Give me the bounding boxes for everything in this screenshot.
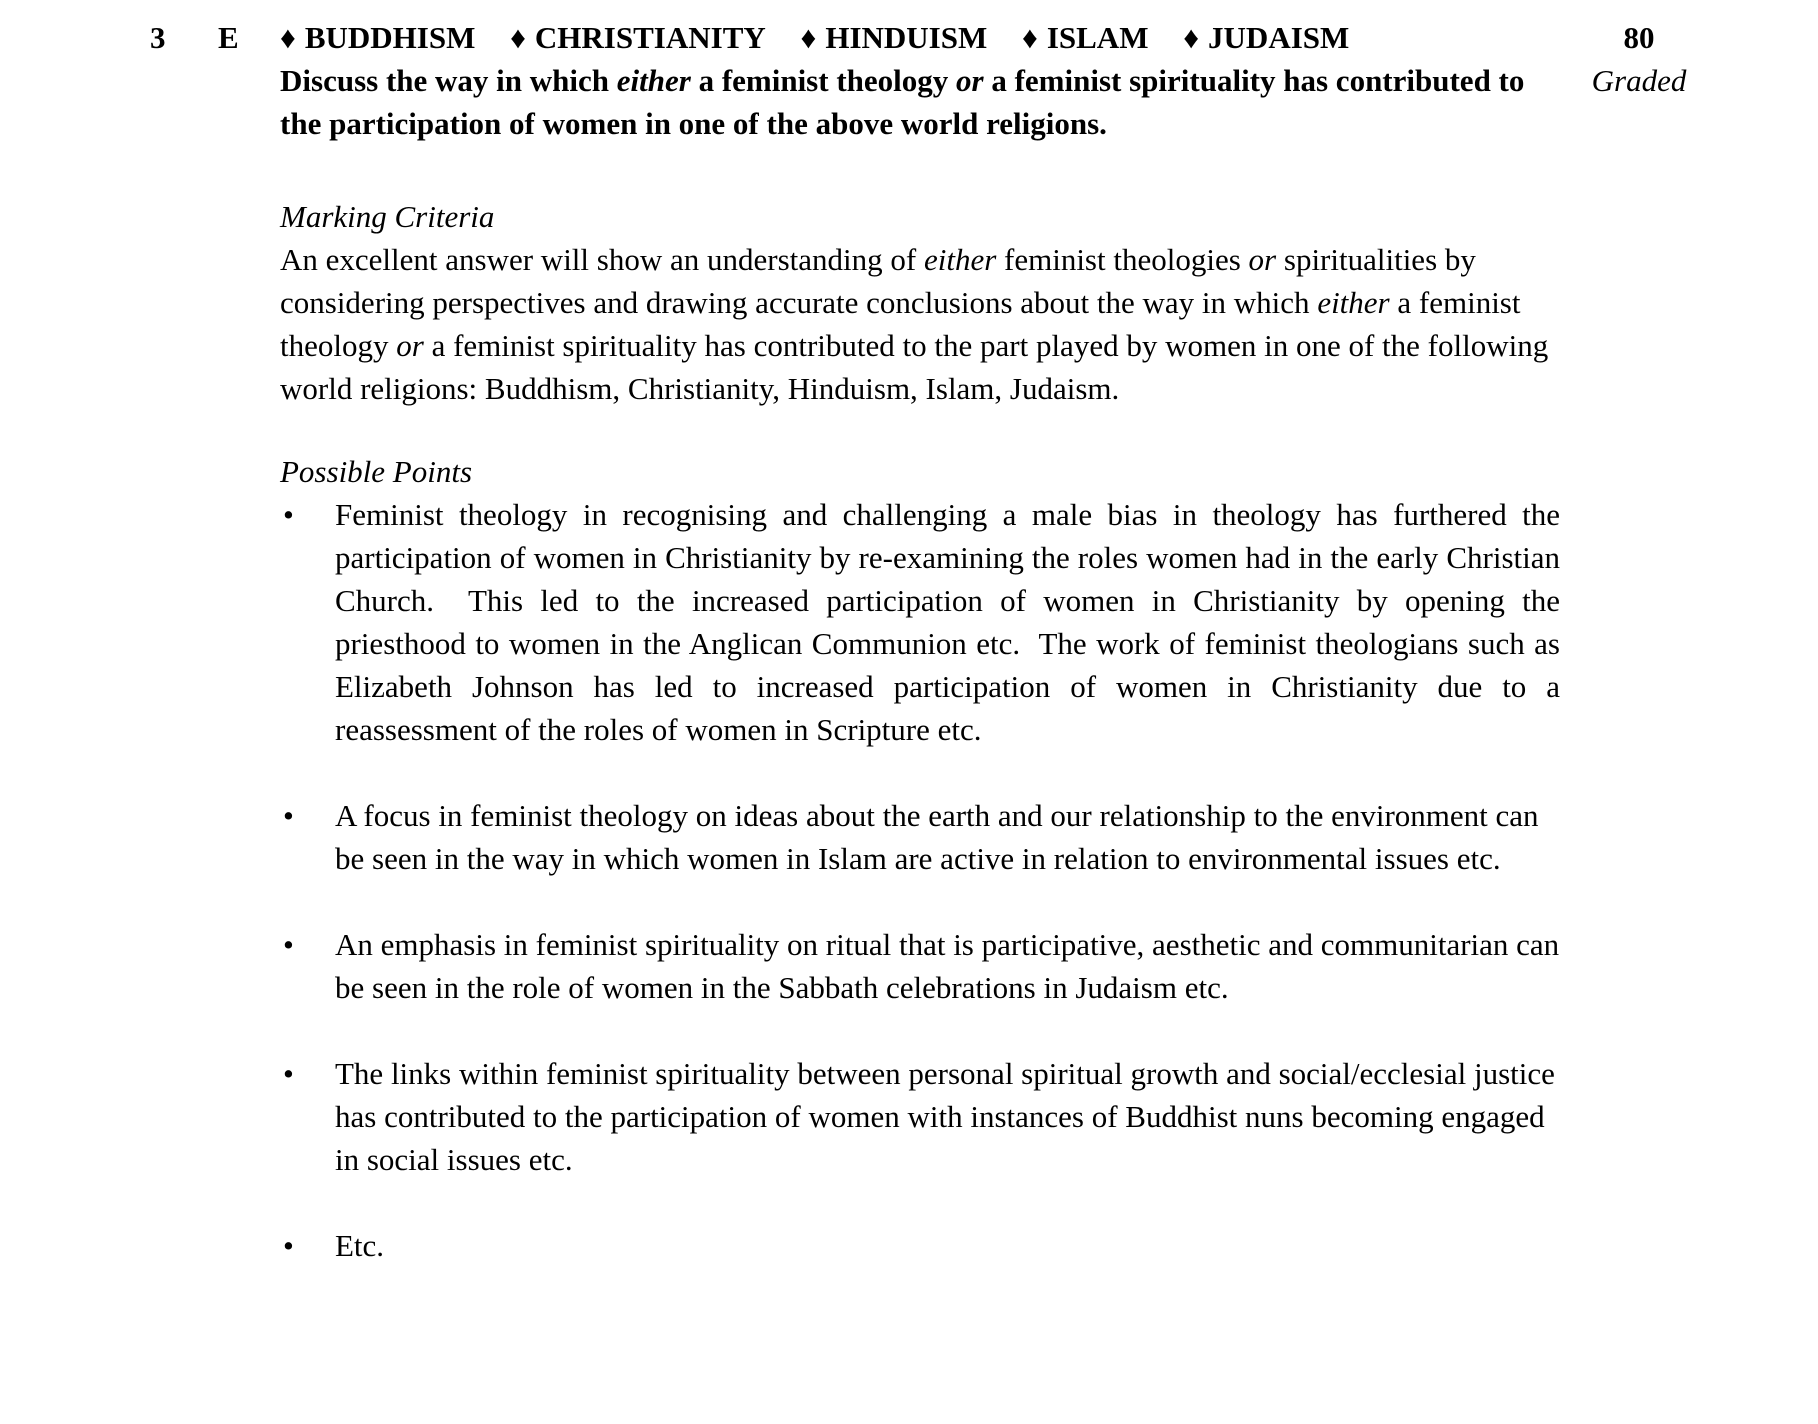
bullet-text: A focus in feminist theology on ideas about the earth and our relationship to the environment can be seen in the way in which women in Islam are active in relation to environmental issues etc. xyxy=(335,798,1539,876)
bullet-text: Etc. xyxy=(335,1228,385,1263)
question-number: 3 xyxy=(150,20,166,55)
bullet-text: An emphasis in feminist spirituality on ritual that is participative, aesthetic and communitarian can be seen in the role of women in the Sabbath celebrations in Judaism etc. xyxy=(335,927,1560,1005)
diamond-icon: ♦ xyxy=(1022,20,1038,55)
religion-name: HINDUISM xyxy=(825,20,988,55)
religion-name: ISLAM xyxy=(1046,20,1149,55)
marks-column xyxy=(1560,16,1718,145)
question-block xyxy=(280,16,1560,145)
bullet-point xyxy=(280,1224,1560,1267)
bullet-point xyxy=(280,794,1560,880)
religion-name: BUDDHISM xyxy=(304,20,476,55)
marking-criteria-heading: Marking Criteria xyxy=(280,199,495,234)
bullet-point xyxy=(280,1052,1560,1181)
question-marks: 80 xyxy=(1623,20,1655,55)
diamond-icon: ♦ xyxy=(1183,20,1200,55)
religions-line xyxy=(280,16,1560,59)
possible-points-list xyxy=(280,493,1560,1267)
religion-name: JUDAISM xyxy=(1208,20,1350,55)
religion-item xyxy=(280,16,475,59)
graded-label: Graded xyxy=(1591,63,1687,98)
religion-item xyxy=(1183,16,1349,59)
question-text: Discuss the way in which either a feminist theology or a feminist spirituality has contributed to the participation of women in one of the above world religions. xyxy=(280,63,1525,141)
bullet-point xyxy=(280,493,1560,751)
religion-item xyxy=(801,16,988,59)
bullet-point xyxy=(280,923,1560,1009)
religion-item xyxy=(510,16,766,59)
question-body xyxy=(280,195,1560,1267)
bullet-icon: • xyxy=(283,798,294,833)
question-header xyxy=(150,16,1718,145)
religion-item xyxy=(1022,16,1148,59)
diamond-icon: ♦ xyxy=(510,20,526,55)
question-band: E xyxy=(218,20,239,55)
bullet-icon: • xyxy=(283,927,294,962)
bullet-icon: • xyxy=(283,1228,294,1263)
diamond-icon: ♦ xyxy=(280,20,296,55)
possible-points-heading: Possible Points xyxy=(280,454,473,489)
bullet-icon: • xyxy=(283,1056,294,1091)
marking-criteria-paragraph: An excellent answer will show an understanding of either feminist theologies or spiritualities by considering perspectives and drawing accurate conclusions about the way in which either a feminist theology or a feminist spirituality has contributed to the part played by women in one of the following world religions: Buddhism, Christianity, Hinduism, Islam, Judaism. xyxy=(280,242,1549,406)
bullet-text: Feminist theology in recognising and challenging a male bias in theology has furthered the participation of women in Christianity by re-examining the roles women had in the early Christian Church. This led to the increased participation of women in Christianity by opening the priesthood to women in the Anglican Communion etc. The work of feminist theologians such as Elizabeth Johnson has led to increased participation of women in Christianity due to a reassessment of the roles of women in Scripture etc. xyxy=(335,497,1560,747)
bullet-icon: • xyxy=(283,497,294,532)
diamond-icon: ♦ xyxy=(800,20,817,55)
religion-name: CHRISTIANITY xyxy=(534,20,766,55)
bullet-text: The links within feminist spirituality between personal spiritual growth and social/ecclesial justice has contributed to the participation of women with instances of Buddhist nuns becoming engaged in social issues etc. xyxy=(335,1056,1555,1177)
